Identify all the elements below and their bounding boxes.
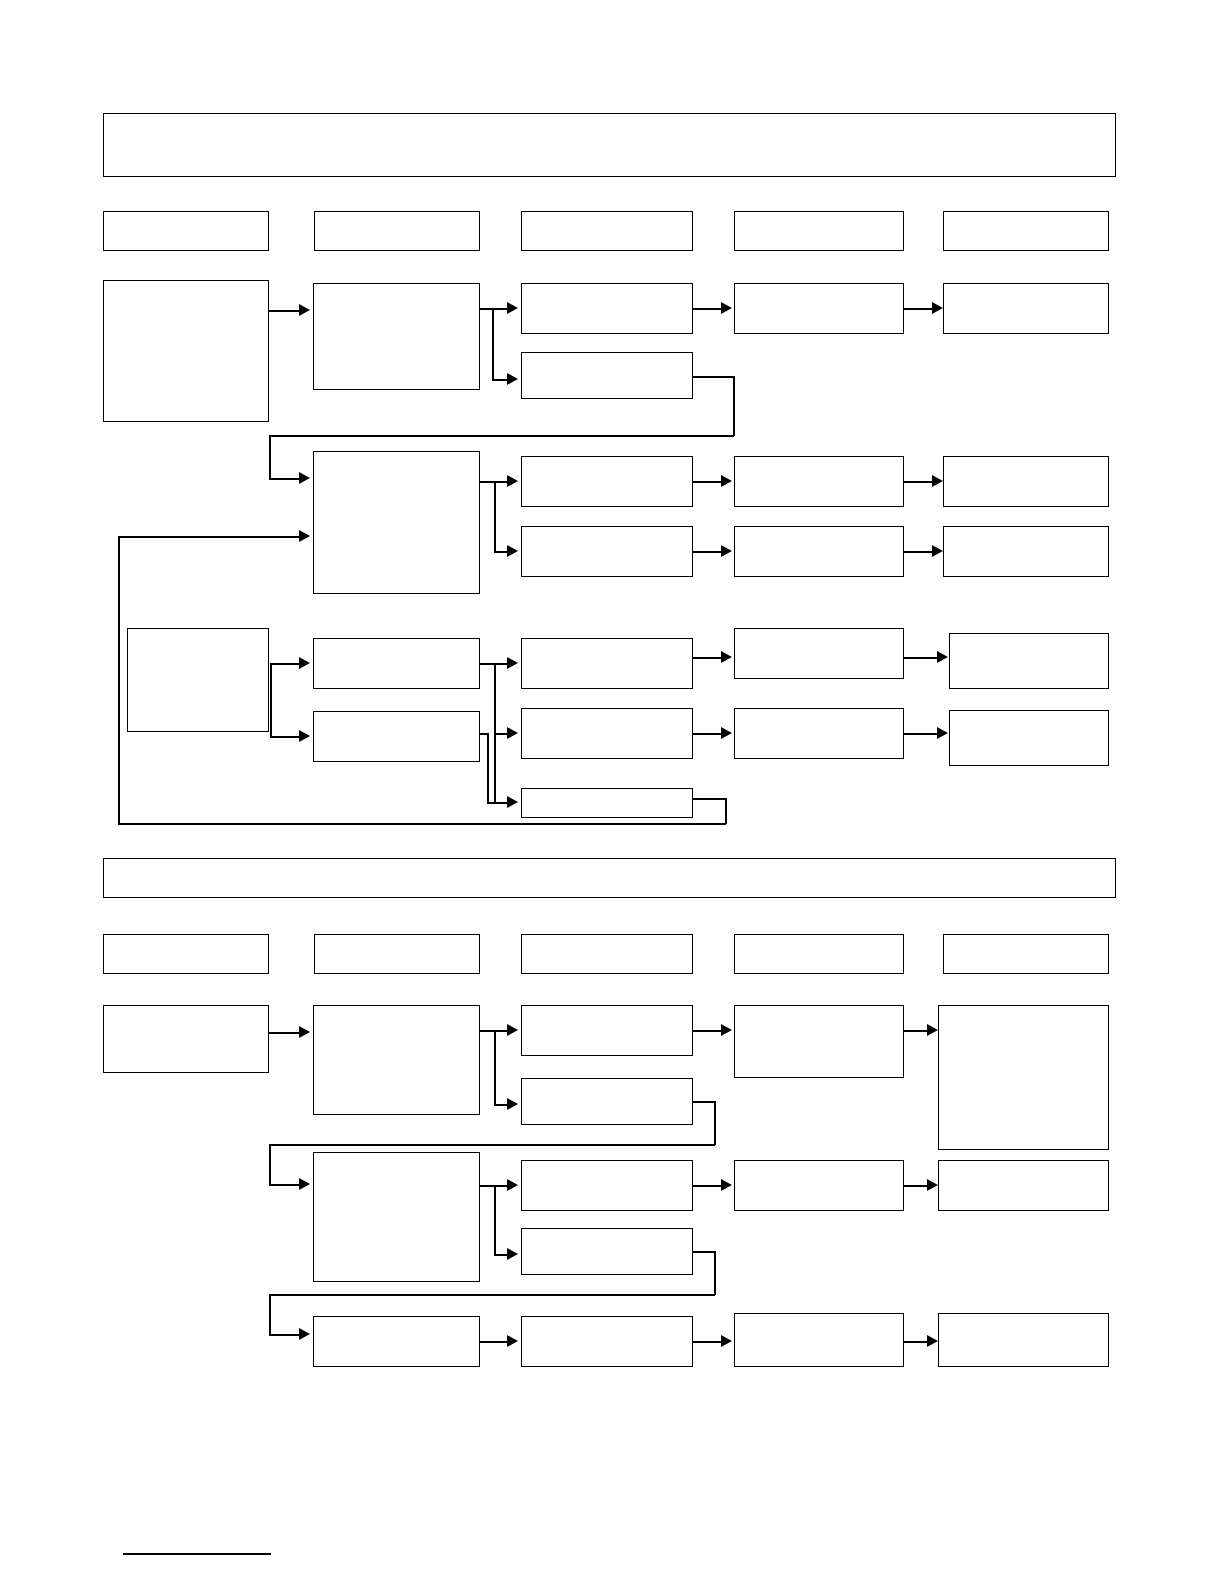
bottom-node-9[interactable] [734, 1160, 904, 1211]
feedback-t23-h2 [118, 823, 726, 825]
bottom-node-15[interactable] [938, 1313, 1109, 1367]
bottom-feedback1-h3 [269, 1184, 301, 1186]
arrowhead-b7-b8 [507, 1179, 518, 1191]
bottom-node-1[interactable] [103, 1005, 269, 1073]
feedback-t4-v1 [733, 376, 735, 436]
top-node-19[interactable] [313, 711, 480, 762]
bottom-node-13[interactable] [521, 1316, 693, 1367]
connector-b2-out [480, 1030, 495, 1032]
arrowhead-b2-b3 [507, 1024, 518, 1036]
arrowhead-t23 [507, 796, 518, 808]
arrowhead-t8-t9 [721, 475, 732, 487]
bottom-section-banner-label [104, 859, 1115, 897]
bottom-node-2[interactable] [313, 1005, 480, 1115]
top-node-11[interactable] [521, 526, 693, 577]
top-column-header-5 [943, 211, 1109, 251]
connector-t2-split [492, 308, 494, 380]
arrowhead-loop-left [299, 530, 310, 542]
arrowhead-t3-t5 [721, 302, 732, 314]
bottom-column-header-1 [103, 934, 269, 974]
bottom-node-14[interactable] [734, 1313, 904, 1367]
connector-t14-split [270, 663, 272, 737]
top-node-20[interactable] [521, 708, 693, 759]
arrowhead-feedback-row2 [299, 472, 310, 484]
connector-b7-split [494, 1185, 496, 1255]
top-node-6[interactable] [943, 283, 1109, 334]
arrowhead-t9-t10 [932, 475, 943, 487]
feedback-t4-h3 [269, 478, 301, 480]
connector-t17-t18 [904, 657, 940, 659]
top-column-header-2 [314, 211, 480, 251]
top-node-18[interactable] [949, 633, 1109, 689]
connector-b7-out [480, 1185, 495, 1187]
top-node-17[interactable] [734, 628, 904, 679]
arrowhead-t14-t15 [299, 657, 310, 669]
connector-t12-t13 [904, 551, 934, 553]
top-node-8[interactable] [521, 456, 693, 507]
bottom-feedback1-v1 [714, 1101, 716, 1145]
bottom-node-8[interactable] [521, 1160, 693, 1211]
bottom-section-banner [103, 858, 1116, 898]
feedback-t4-v2 [269, 435, 271, 479]
feedback-t23-v1 [725, 798, 727, 824]
connector-t8-t9 [693, 481, 723, 483]
arrowhead-t14-t19 [299, 730, 310, 742]
arrowhead-t1-t2 [299, 304, 310, 316]
top-section-banner-label [104, 114, 1115, 176]
top-node-5[interactable] [734, 283, 904, 334]
loop-left-top [118, 536, 301, 538]
connector-to-t23 [487, 802, 509, 804]
arrowhead-b2-b4 [507, 1098, 518, 1110]
top-node-16[interactable] [521, 638, 693, 689]
bottom-node-12[interactable] [313, 1316, 480, 1367]
arrowhead-b5-b6 [927, 1024, 938, 1036]
arrowhead-b1-b2 [299, 1026, 310, 1038]
arrowhead-b3-b5 [721, 1024, 732, 1036]
connector-b3-b5 [693, 1030, 723, 1032]
connector-t16-t17 [693, 657, 723, 659]
connector-t14-t15 [270, 663, 301, 665]
arrowhead-b8-b9 [721, 1179, 732, 1191]
bottom-node-6[interactable] [938, 1005, 1109, 1150]
top-column-header-3 [521, 211, 693, 251]
arrowhead-t5-t6 [932, 302, 943, 314]
top-node-12[interactable] [734, 526, 904, 577]
bottom-node-7[interactable] [313, 1152, 480, 1282]
top-node-1[interactable] [103, 280, 269, 422]
arrowhead-b13-b14 [721, 1335, 732, 1347]
connector-t3-t5 [693, 308, 723, 310]
bottom-column-header-5 [943, 934, 1109, 974]
bottom-node-4[interactable] [521, 1078, 693, 1125]
connector-t15-out [480, 663, 495, 665]
arrowhead-b12-b13 [507, 1335, 518, 1347]
bottom-feedback2-h2 [269, 1294, 715, 1296]
arrowhead-t7-t11 [507, 545, 518, 557]
connector-t1-t2 [269, 310, 301, 312]
top-node-9[interactable] [734, 456, 904, 507]
top-node-4[interactable] [521, 352, 693, 399]
loop-left-vertical [118, 536, 120, 824]
top-node-13[interactable] [943, 526, 1109, 577]
connector-t19-split [487, 733, 489, 803]
arrowhead-bottom-feedback2 [299, 1328, 310, 1340]
bottom-feedback2-v1 [714, 1251, 716, 1295]
bottom-feedback1-h1 [693, 1101, 715, 1103]
connector-b1-b2 [269, 1032, 301, 1034]
arrowhead-t7-t8 [507, 475, 518, 487]
connector-b12-b13 [480, 1341, 509, 1343]
arrowhead-b7-b11 [507, 1248, 518, 1260]
bottom-column-header-3 [521, 934, 693, 974]
top-node-14[interactable] [127, 628, 269, 732]
connector-t21-t22 [904, 733, 940, 735]
arrowhead-t21-t22 [937, 727, 948, 739]
arrowhead-t19-t20 [507, 727, 518, 739]
top-column-header-4 [734, 211, 904, 251]
connector-t5-t6 [904, 308, 934, 310]
arrowhead-b9-b10 [927, 1179, 938, 1191]
bottom-feedback1-v2 [269, 1144, 271, 1185]
connector-b13-b14 [693, 1341, 723, 1343]
connector-t7-split [494, 481, 496, 552]
arrowhead-t2-t3 [507, 302, 518, 314]
bottom-feedback2-h3 [269, 1334, 301, 1336]
connector-b2-split [494, 1030, 496, 1105]
top-column-header-1 [103, 211, 269, 251]
top-node-23[interactable] [521, 788, 693, 818]
top-node-2[interactable] [313, 283, 480, 390]
arrowhead-t20-t21 [721, 727, 732, 739]
connector-b8-b9 [693, 1185, 723, 1187]
arrowhead-bottom-feedback1 [299, 1178, 310, 1190]
connector-t11-t12 [693, 551, 723, 553]
bottom-column-header-2 [314, 934, 480, 974]
bottom-feedback2-v2 [269, 1294, 271, 1335]
feedback-t23-h1 [693, 798, 726, 800]
bottom-feedback2-h1 [693, 1251, 715, 1253]
connector-t7-out [480, 481, 495, 483]
top-node-21[interactable] [734, 708, 904, 759]
connector-t20-t21 [693, 733, 723, 735]
footer-rule [123, 1553, 271, 1555]
top-node-7[interactable] [313, 451, 480, 594]
top-node-15[interactable] [313, 638, 480, 689]
arrowhead-b14-b15 [927, 1335, 938, 1347]
bottom-column-header-4 [734, 934, 904, 974]
bottom-node-11[interactable] [521, 1228, 693, 1275]
top-node-10[interactable] [943, 456, 1109, 507]
connector-t14-t19 [270, 736, 301, 738]
connector-t19-out [480, 733, 489, 735]
arrowhead-t15-t16 [507, 657, 518, 669]
top-node-3[interactable] [521, 283, 693, 334]
arrowhead-t2-t4 [507, 373, 518, 385]
feedback-t4-h1 [693, 376, 734, 378]
connector-t9-t10 [904, 481, 934, 483]
arrowhead-t12-t13 [932, 545, 943, 557]
arrowhead-t16-t17 [721, 651, 732, 663]
bottom-feedback1-h2 [269, 1144, 715, 1146]
arrowhead-t17-t18 [937, 651, 948, 663]
top-node-22[interactable] [949, 710, 1109, 766]
bottom-node-3[interactable] [521, 1005, 693, 1056]
feedback-t4-h2 [269, 435, 734, 437]
bottom-node-10[interactable] [938, 1160, 1109, 1211]
bottom-node-5[interactable] [734, 1005, 904, 1078]
top-section-banner [103, 113, 1116, 177]
arrowhead-t11-t12 [721, 545, 732, 557]
